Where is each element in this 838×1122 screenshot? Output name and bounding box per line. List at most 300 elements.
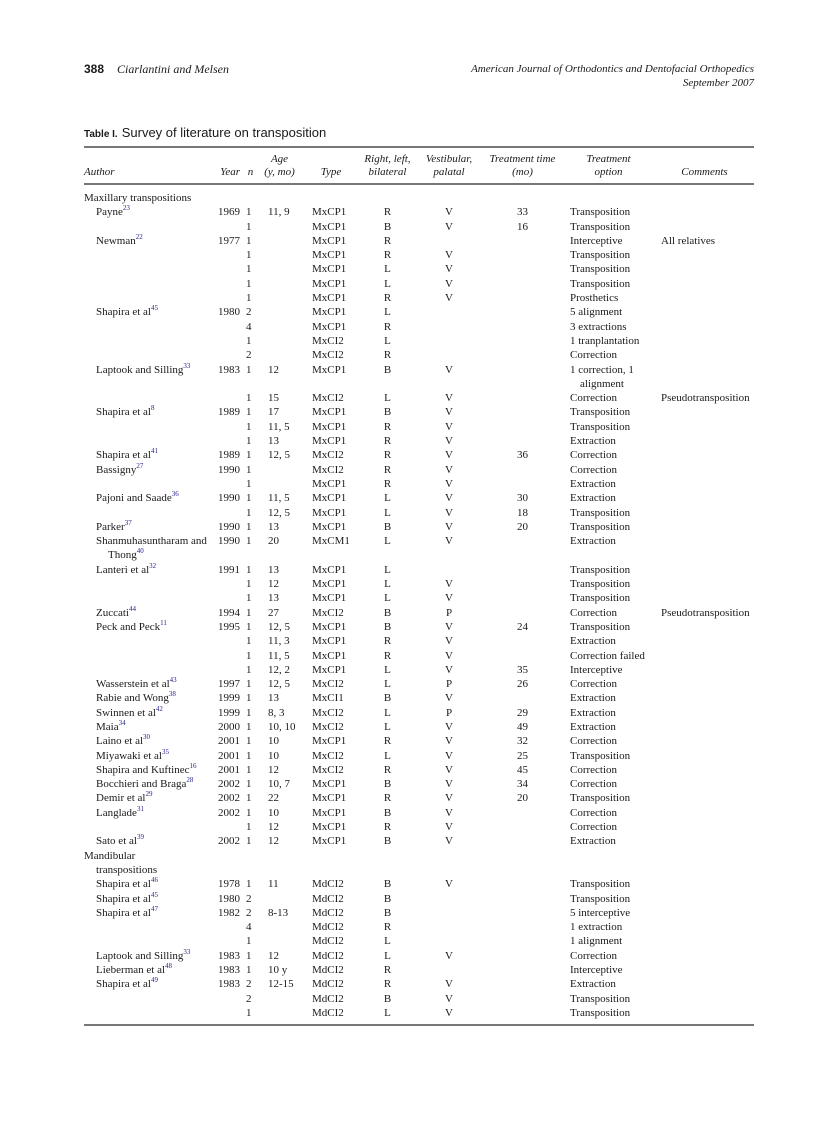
time-cell — [483, 420, 562, 434]
age-cell: 13 — [268, 435, 279, 448]
author-cell — [84, 806, 208, 820]
year-cell: 2000 — [218, 720, 240, 733]
type-cell: MxCP1 — [312, 477, 347, 490]
table-row — [84, 634, 754, 648]
reference-link[interactable]: 11 — [160, 618, 167, 627]
author-cell — [84, 434, 208, 448]
n-cell: 1 — [246, 477, 252, 490]
reference-link[interactable]: 45 — [150, 304, 158, 313]
author-name: Lanteri et al — [96, 563, 150, 576]
author-name: Parker — [96, 520, 125, 533]
reference-link[interactable]: 40 — [136, 547, 144, 556]
age-cell — [257, 220, 302, 234]
option-cell: Transposition — [570, 206, 631, 219]
rlb-cell: B — [383, 692, 392, 705]
type-cell: MxCP1 — [312, 420, 347, 433]
option-cell: Extraction — [570, 706, 616, 719]
year-cell: 1989 — [218, 406, 240, 419]
header-age — [257, 147, 302, 184]
n-cell: 1 — [246, 263, 252, 276]
n-cell: 1 — [246, 964, 252, 977]
n-cell: 1 — [246, 606, 252, 619]
type-cell: MxCP1 — [312, 435, 347, 448]
n-cell: 1 — [246, 277, 252, 290]
comments-cell — [655, 777, 754, 791]
time-cell — [483, 262, 562, 276]
author-cell — [84, 934, 208, 948]
comments-cell — [655, 949, 754, 963]
reference-link[interactable]: 36 — [171, 490, 179, 499]
reference-link[interactable]: 42 — [155, 704, 163, 713]
comments-cell — [655, 806, 754, 820]
vp-cell — [415, 963, 483, 977]
rlb-cell: L — [384, 392, 391, 405]
reference-link[interactable]: 32 — [149, 561, 157, 570]
type-cell: MxCP1 — [312, 778, 347, 791]
time-cell — [483, 248, 562, 262]
type-cell: MxCP1 — [312, 578, 347, 591]
n-cell: 1 — [246, 620, 252, 633]
age-cell: 13 — [268, 520, 279, 533]
year-cell — [208, 506, 244, 520]
table-row — [84, 205, 754, 219]
vp-cell: V — [445, 821, 453, 834]
table-row — [84, 534, 754, 563]
option-cell: Transposition — [570, 792, 631, 805]
age-cell: 10, 7 — [268, 778, 290, 791]
author-name: Shapira et al — [96, 406, 151, 419]
year-cell — [208, 1006, 244, 1025]
vp-cell: V — [445, 749, 453, 762]
reference-link[interactable]: 33 — [183, 361, 191, 370]
author-cell — [84, 391, 208, 405]
table-row — [84, 520, 754, 534]
age-cell — [257, 1006, 302, 1025]
time-cell — [483, 1006, 562, 1025]
year-cell — [208, 577, 244, 591]
option-cell: 1 tranplantation — [570, 334, 640, 347]
age-cell — [257, 920, 302, 934]
type-cell: MxCP1 — [312, 320, 347, 333]
time-cell: 32 — [517, 735, 528, 748]
vp-cell: V — [445, 763, 453, 776]
author-name: Miyawaki et al — [96, 749, 162, 762]
rlb-cell: R — [383, 763, 392, 776]
option-cell: Transposition — [570, 878, 631, 891]
rlb-cell: R — [383, 292, 392, 305]
vp-cell — [415, 320, 483, 334]
time-cell — [483, 534, 562, 563]
rlb-cell: B — [383, 906, 392, 919]
time-cell — [483, 963, 562, 977]
reference-link[interactable]: 28 — [186, 776, 194, 785]
vp-cell: V — [445, 435, 453, 448]
reference-link[interactable]: 8 — [150, 404, 155, 413]
table-row — [84, 820, 754, 834]
header-age-line2: (y, mo) — [264, 166, 295, 178]
author-name: Shapira et al — [96, 978, 151, 991]
vp-cell — [415, 348, 483, 362]
vp-cell: V — [445, 792, 453, 805]
type-cell: MxCI2 — [312, 763, 344, 776]
author-cell — [84, 992, 208, 1006]
vp-cell: P — [445, 706, 453, 719]
reference-link[interactable]: 29 — [145, 790, 153, 799]
year-cell — [208, 220, 244, 234]
author-cell — [84, 334, 208, 348]
rlb-cell: L — [384, 506, 391, 519]
type-cell: MdCI2 — [312, 935, 344, 948]
reference-link[interactable]: 37 — [124, 518, 132, 527]
comments-cell — [655, 763, 754, 777]
table-row — [84, 934, 754, 948]
age-cell: 12 — [268, 949, 279, 962]
table-row — [84, 563, 754, 577]
vp-cell: V — [445, 492, 453, 505]
reference-link[interactable]: 35 — [161, 747, 169, 756]
rlb-cell: R — [383, 978, 392, 991]
age-cell: 13 — [268, 563, 279, 576]
table-row — [84, 706, 754, 720]
reference-link[interactable]: 39 — [136, 833, 144, 842]
time-cell: 30 — [517, 492, 528, 505]
type-cell: MxCP1 — [312, 249, 347, 262]
year-cell: 1991 — [218, 563, 240, 576]
vp-cell: V — [445, 649, 453, 662]
type-cell: MxCP1 — [312, 821, 347, 834]
author-cell — [84, 663, 208, 677]
n-cell: 1 — [246, 392, 252, 405]
vp-cell — [415, 563, 483, 577]
author-cell — [84, 463, 208, 477]
rlb-cell: R — [383, 477, 392, 490]
table-row — [84, 677, 754, 691]
age-cell: 11, 5 — [268, 649, 290, 662]
type-cell: MxCP1 — [312, 306, 347, 319]
author-cell — [84, 920, 208, 934]
comments-cell — [655, 791, 754, 805]
time-cell — [483, 334, 562, 348]
reference-link[interactable]: 43 — [169, 676, 177, 685]
year-cell — [208, 348, 244, 362]
type-cell: MxCI2 — [312, 706, 344, 719]
vp-cell: V — [445, 992, 453, 1005]
time-cell: 34 — [517, 778, 528, 791]
rlb-cell: R — [383, 821, 392, 834]
type-cell: MxCP1 — [312, 563, 347, 576]
type-cell: MxCP1 — [312, 406, 347, 419]
author-cell — [84, 262, 208, 276]
age-cell: 11, 5 — [268, 492, 290, 505]
header-age-line1: Age — [270, 153, 289, 165]
table-row — [84, 391, 754, 405]
year-cell: 1999 — [218, 692, 240, 705]
comments-cell: Pseudotransposition — [661, 392, 750, 405]
option-cell: Extraction — [570, 978, 616, 991]
n-cell: 1 — [246, 649, 252, 662]
time-cell — [483, 649, 562, 663]
n-cell: 1 — [246, 720, 252, 733]
author-name: Zuccati — [96, 606, 129, 619]
rlb-cell: B — [383, 992, 392, 1005]
table-row — [84, 649, 754, 663]
time-cell: 20 — [517, 792, 528, 805]
comments-cell — [655, 491, 754, 505]
reference-link[interactable]: 33 — [183, 947, 191, 956]
reference-link[interactable]: 16 — [189, 761, 197, 770]
time-cell — [483, 577, 562, 591]
header-n: n — [244, 147, 257, 184]
option-cell: Extraction — [570, 477, 616, 490]
option-cell: Transposition — [570, 263, 631, 276]
author-name: Laptook and Silling — [96, 949, 184, 962]
vp-cell: V — [445, 277, 453, 290]
rlb-cell: L — [384, 263, 391, 276]
rlb-cell: R — [383, 349, 392, 362]
option-cell: Transposition — [570, 277, 631, 290]
rlb-cell: R — [383, 635, 392, 648]
rlb-cell: L — [384, 720, 391, 733]
year-cell: 1983 — [218, 363, 240, 376]
type-cell: MxCI2 — [312, 749, 344, 762]
vp-cell: V — [445, 1006, 453, 1019]
vp-cell: V — [445, 392, 453, 405]
rlb-cell: L — [384, 578, 391, 591]
vp-cell — [415, 892, 483, 906]
time-cell — [483, 434, 562, 448]
vp-cell: V — [445, 249, 453, 262]
age-cell: 10 — [268, 806, 279, 819]
vp-cell: V — [445, 578, 453, 591]
comments-cell — [655, 649, 754, 663]
time-cell — [483, 934, 562, 948]
option-cell: Correction — [570, 763, 618, 776]
table-row — [84, 405, 754, 419]
time-cell: 49 — [517, 720, 528, 733]
n-cell: 1 — [246, 706, 252, 719]
time-cell: 35 — [517, 663, 528, 676]
vp-cell: V — [445, 263, 453, 276]
table-caption — [84, 125, 326, 140]
reference-link[interactable]: 22 — [135, 232, 143, 241]
year-cell: 2002 — [218, 835, 240, 848]
table-title: Survey of literature on transposition — [121, 125, 327, 140]
vp-cell: V — [445, 663, 453, 676]
comments-cell — [655, 405, 754, 419]
author-cell — [84, 734, 208, 748]
table-row — [84, 506, 754, 520]
rlb-cell: B — [383, 363, 392, 376]
year-cell — [208, 992, 244, 1006]
reference-link[interactable]: 34 — [118, 718, 126, 727]
n-cell: 1 — [246, 492, 252, 505]
vp-cell: V — [445, 620, 453, 633]
time-cell — [483, 977, 562, 991]
age-cell: 8, 3 — [268, 706, 285, 719]
n-cell: 2 — [246, 978, 252, 991]
year-cell: 1969 — [218, 206, 240, 219]
reference-link[interactable]: 44 — [128, 604, 136, 613]
reference-link[interactable]: 46 — [150, 876, 158, 885]
author-cell — [84, 448, 208, 462]
reference-link[interactable]: 41 — [150, 447, 158, 456]
vp-cell: V — [445, 206, 453, 219]
reference-link[interactable]: 31 — [136, 804, 144, 813]
type-cell: MxCI2 — [312, 463, 344, 476]
table-row — [84, 262, 754, 276]
table-row — [84, 248, 754, 262]
n-cell: 1 — [246, 578, 252, 591]
rlb-cell: R — [383, 435, 392, 448]
year-cell: 1997 — [218, 678, 240, 691]
age-cell — [257, 463, 302, 477]
author-name: Bocchieri and Braga — [96, 778, 187, 791]
time-cell: 16 — [517, 220, 528, 233]
option-cell: Extraction — [570, 720, 616, 733]
year-cell — [208, 820, 244, 834]
header-position-line1: Vestibular, — [425, 153, 473, 165]
rlb-cell: R — [383, 420, 392, 433]
rlb-cell: R — [383, 449, 392, 462]
year-cell: 2001 — [218, 749, 240, 762]
author-cell — [84, 634, 208, 648]
comments-cell: All relatives — [661, 234, 716, 247]
table-row — [84, 963, 754, 977]
type-cell: MdCI2 — [312, 892, 344, 905]
table-row — [84, 906, 754, 920]
time-cell — [483, 949, 562, 963]
author-name: Demir et al — [96, 792, 146, 805]
option-cell: Transposition — [570, 563, 631, 576]
type-cell: MxCP1 — [312, 363, 347, 376]
author-name: Rabie and Wong — [96, 692, 169, 705]
reference-link[interactable]: 27 — [136, 461, 144, 470]
year-cell — [208, 920, 244, 934]
n-cell: 1 — [246, 806, 252, 819]
comments-cell — [655, 749, 754, 763]
comments-cell — [655, 634, 754, 648]
reference-link[interactable]: 38 — [168, 690, 176, 699]
option-cell: 1 alignment — [570, 935, 623, 948]
table-row — [84, 691, 754, 705]
year-cell — [208, 248, 244, 262]
page-number: 388 — [84, 62, 105, 76]
age-cell: 12 — [268, 363, 279, 376]
author-name: Lieberman et al — [96, 964, 166, 977]
vp-cell — [415, 334, 483, 348]
table-bottom-rule — [84, 1025, 754, 1026]
age-cell — [257, 992, 302, 1006]
comments-cell — [655, 420, 754, 434]
reference-link[interactable]: 49 — [150, 976, 158, 985]
option-cell: Correction — [570, 392, 618, 405]
n-cell: 1 — [246, 435, 252, 448]
rlb-cell: L — [384, 334, 391, 347]
author-cell — [84, 577, 208, 591]
n-cell: 1 — [246, 663, 252, 676]
table-row — [84, 234, 754, 248]
age-cell — [257, 348, 302, 362]
rlb-cell: L — [384, 663, 391, 676]
vp-cell: V — [445, 949, 453, 962]
author-cell — [84, 949, 208, 963]
age-cell — [257, 262, 302, 276]
comments-cell — [655, 534, 754, 563]
type-cell: MxCI1 — [312, 692, 344, 705]
vp-cell: V — [445, 506, 453, 519]
author-cell — [84, 749, 208, 763]
header-option-line1: Treatment — [586, 153, 631, 165]
vp-cell: V — [445, 978, 453, 991]
option-cell: Transposition — [570, 520, 631, 533]
type-cell: MxCI2 — [312, 720, 344, 733]
author-name: Peck and Peck — [96, 620, 161, 633]
rlb-cell: L — [384, 306, 391, 319]
author-name: Shapira and Kuftinec — [96, 763, 190, 776]
table-row — [84, 363, 754, 392]
header-treatment-option — [562, 147, 655, 184]
author-cell — [84, 906, 208, 920]
author-cell — [84, 892, 208, 906]
table-row — [84, 663, 754, 677]
author-name: Pajoni and Saade — [96, 492, 172, 505]
year-cell: 1983 — [218, 964, 240, 977]
option-cell: 5 interceptive — [570, 906, 631, 919]
table-row — [84, 1006, 754, 1025]
reference-link[interactable]: 48 — [165, 962, 173, 971]
n-cell: 4 — [246, 921, 252, 934]
type-cell: MxCI2 — [312, 606, 344, 619]
author-name: Shapira et al — [96, 892, 151, 905]
year-cell — [208, 277, 244, 291]
vp-cell: V — [445, 735, 453, 748]
year-cell — [208, 291, 244, 305]
header-type: Type — [302, 147, 360, 184]
reference-link[interactable]: 47 — [150, 904, 158, 913]
n-cell: 1 — [246, 749, 252, 762]
time-cell — [483, 234, 562, 248]
table-row — [84, 877, 754, 891]
age-cell: 10 — [268, 735, 279, 748]
reference-link[interactable]: 45 — [150, 890, 158, 899]
n-cell: 1 — [246, 949, 252, 962]
n-cell: 1 — [246, 206, 252, 219]
time-cell — [483, 363, 562, 392]
table-row — [84, 791, 754, 805]
vp-cell — [415, 305, 483, 319]
reference-link[interactable]: 30 — [143, 733, 151, 742]
author-name: Laptook and Silling — [96, 363, 184, 376]
table-row — [84, 463, 754, 477]
reference-link[interactable]: 23 — [122, 204, 130, 213]
rlb-cell: B — [383, 520, 392, 533]
year-cell — [208, 649, 244, 663]
rlb-cell: B — [383, 806, 392, 819]
table-header-row — [84, 147, 754, 184]
table-row — [84, 834, 754, 848]
n-cell: 2 — [246, 349, 252, 362]
time-cell — [483, 691, 562, 705]
age-cell: 12 — [268, 835, 279, 848]
header-treatment-time — [483, 147, 562, 184]
age-cell — [257, 934, 302, 948]
year-cell: 1983 — [218, 949, 240, 962]
comments-cell — [655, 577, 754, 591]
vp-cell: V — [445, 449, 453, 462]
comments-cell — [655, 348, 754, 362]
year-cell: 1990 — [218, 492, 240, 505]
time-cell — [483, 477, 562, 491]
